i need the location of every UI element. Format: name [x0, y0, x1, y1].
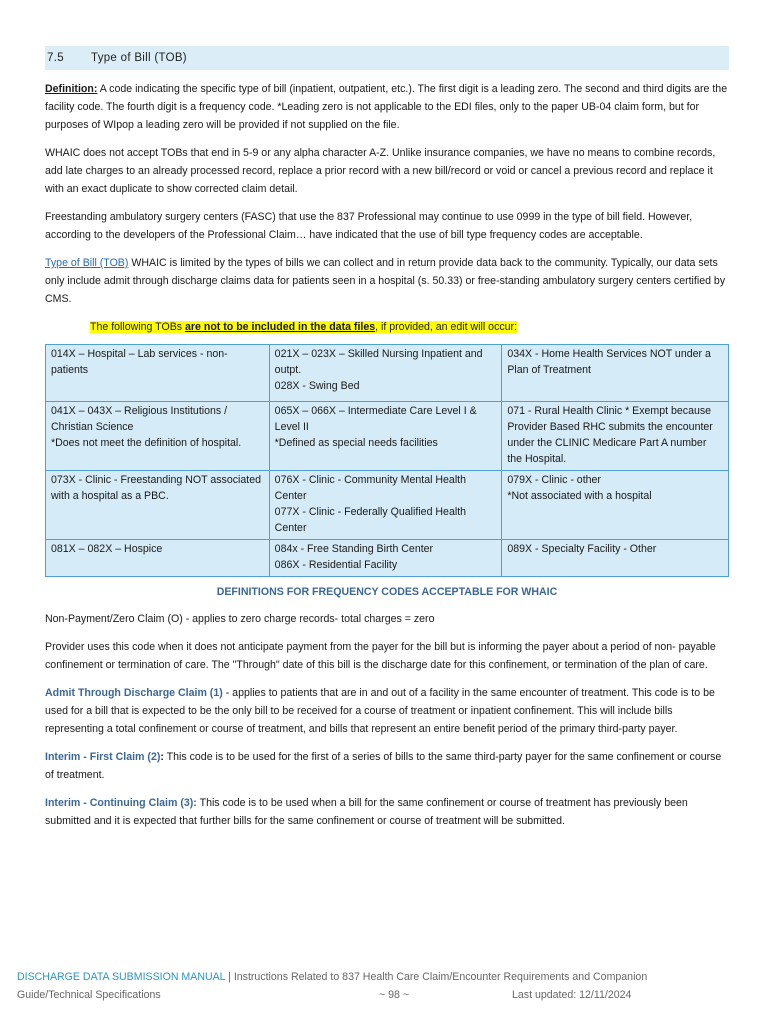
excluded-tob-notice	[45, 318, 729, 336]
zero-claim-paragraph: Non-Payment/Zero Claim (O) - applies to zero charge records- total charges = zero	[45, 613, 435, 625]
cell-text: 086X - Residential Facility	[274, 559, 398, 571]
cell-text: 081X – 082X – Hospice	[51, 543, 163, 555]
section-title: Type of Bill (TOB)	[91, 52, 187, 64]
cell-text: 084x - Free Standing Birth Center	[274, 543, 434, 555]
page-number: ~ 98 ~	[379, 989, 410, 1001]
table-row	[46, 540, 729, 577]
interim-continuing-label: Interim - Continuing Claim (3):	[45, 797, 197, 809]
interim-first-label: Interim - First Claim (2)	[45, 751, 161, 763]
page-footer	[17, 968, 717, 1004]
cell-text: 077X - Clinic - Federally Qualified Health Center	[274, 506, 467, 534]
cell-text: 079X - Clinic - other	[507, 474, 601, 486]
table-row	[46, 471, 729, 540]
table-cell	[269, 471, 502, 540]
cell-text: 041X – 043X – Religious Institutions / Christian Science	[51, 405, 228, 433]
table-cell	[46, 402, 270, 471]
last-updated: Last updated: 12/11/2024	[512, 989, 632, 1001]
cell-text: 028X - Swing Bed	[274, 380, 360, 392]
table-cell	[502, 540, 729, 577]
fasc-paragraph: Freestanding ambulatory surgery centers (FASC) that use the 837 Professional may continue to use 0999 in the type of bill field. However, according to the developers of the Professional Claim… have indicated that the use of bill type frequency codes are acceptable.	[45, 211, 693, 241]
table-cell	[46, 471, 270, 540]
table-cell	[502, 345, 729, 402]
cell-text: 034X - Home Health Services NOT under a Plan of Treatment	[507, 348, 711, 376]
excluded-tob-table	[45, 344, 729, 577]
cell-text: *Defined as special needs facilities	[274, 437, 438, 449]
whaic-paragraph: WHAIC does not accept TOBs that end in 5-9 or any alpha character A-Z. Unlike insurance companies, we have no means to combine records, add late charges to an already processed record, replace a prior record with a new bill/record or void or cancel a previous record and replace it with an exact duplicate to show corrected claim detail.	[45, 147, 716, 195]
cell-text: 073X - Clinic - Freestanding NOT associated with a hospital as a PBC.	[51, 474, 262, 502]
table-cell	[269, 540, 502, 577]
footer-subtitle-cont: Guide/Technical Specifications	[17, 989, 161, 1001]
document-page	[45, 46, 729, 830]
definition-paragraph	[45, 80, 729, 134]
definition-text: A code indicating the specific type of bill (inpatient, outpatient, etc.). The first digit is a leading zero. The second and third digits are the facility code. The fourth digit is a frequency code. *Leading zero is not applicable to the EDI files, only to the paper UB-04 claim form, but for purposes of WIpop a leading zero will be provided if not supplied on the file.	[45, 83, 728, 131]
notice-suffix: , if provided, an edit will occur:	[375, 321, 518, 333]
notice-prefix: The following TOBs	[90, 321, 185, 333]
cell-text: *Does not meet the definition of hospital.	[51, 437, 242, 449]
provider-paragraph: Provider uses this code when it does not anticipate payment from the payer for the bill but is informing the payer about a period of non- payable confinement or termination of care. The "Through" date of this bill is the discharge date for this confinement, or termination of the plan of care.	[45, 641, 716, 671]
table-cell	[46, 345, 270, 402]
section-heading	[45, 46, 729, 70]
cell-text: 065X – 066X – Intermediate Care Level I & Level II	[274, 405, 477, 433]
tob-link[interactable]: Type of Bill (TOB)	[45, 257, 129, 269]
cell-text: 014X – Hospital – Lab services - non-patients	[51, 348, 228, 376]
cell-text: 089X - Specialty Facility - Other	[507, 543, 657, 555]
notice-emphasis: are not to be included in the data files	[185, 321, 376, 333]
table-cell	[502, 402, 729, 471]
cell-text: *Not associated with a hospital	[507, 490, 652, 502]
table-cell	[502, 471, 729, 540]
frequency-codes-heading: DEFINITIONS FOR FREQUENCY CODES ACCEPTABLE FOR WHAIC	[216, 586, 558, 598]
cell-text: 071 - Rural Health Clinic * Exempt because Provider Based RHC submits the encounter under the CLINIC Medicare Part A number the Hospital.	[507, 405, 713, 465]
admit-paragraph	[45, 684, 729, 738]
interim-first-colon: :	[160, 751, 164, 763]
definition-label: Definition:	[45, 83, 98, 95]
interim-first-text: This code is to be used for the first of a series of bills to the same third-party payer for the same confinement or course of treatment.	[45, 751, 722, 781]
interim-continuing-text: This code is to be used when a bill for the same confinement or course of treatment has previously been submitted and it is expected that further bills for the same confinement or course of treatment will be submitted.	[45, 797, 688, 827]
footer-manual-title: DISCHARGE DATA SUBMISSION MANUAL	[17, 971, 226, 983]
table-row	[46, 402, 729, 471]
admit-text: - applies to patients that are in and out of a facility in the same encounter of treatment. This code is to be used for a bill that is expected to be the only bill to be received for a course of treatment or inpatient confinement. This will include bills representing a total confinement or course of treatment, and bills that represent an entire benefit period of the primary third-party payer.	[45, 687, 715, 735]
tob-paragraph	[45, 254, 729, 308]
tob-text: WHAIC is limited by the types of bills we can collect and in return provide data back to the community. Typically, our data sets only include admit through discharge claims data for patients seen in a hospital (s. 50.33) or free-standing ambulatory surgery centers certified by CMS.	[45, 257, 726, 305]
footer-subtitle: | Instructions Related to 837 Health Care Claim/Encounter Requirements and Companion	[225, 971, 648, 983]
table-cell	[269, 402, 502, 471]
cell-text: 076X - Clinic - Community Mental Health Center	[274, 474, 467, 502]
table-cell	[269, 345, 502, 402]
table-row	[46, 345, 729, 402]
admit-label: Admit Through Discharge Claim (1)	[45, 687, 223, 699]
section-number: 7.5	[47, 52, 64, 64]
cell-text: 021X – 023X – Skilled Nursing Inpatient and outpt.	[274, 348, 483, 376]
interim-first-paragraph	[45, 748, 729, 784]
interim-continuing-paragraph	[45, 794, 729, 830]
table-cell	[46, 540, 270, 577]
